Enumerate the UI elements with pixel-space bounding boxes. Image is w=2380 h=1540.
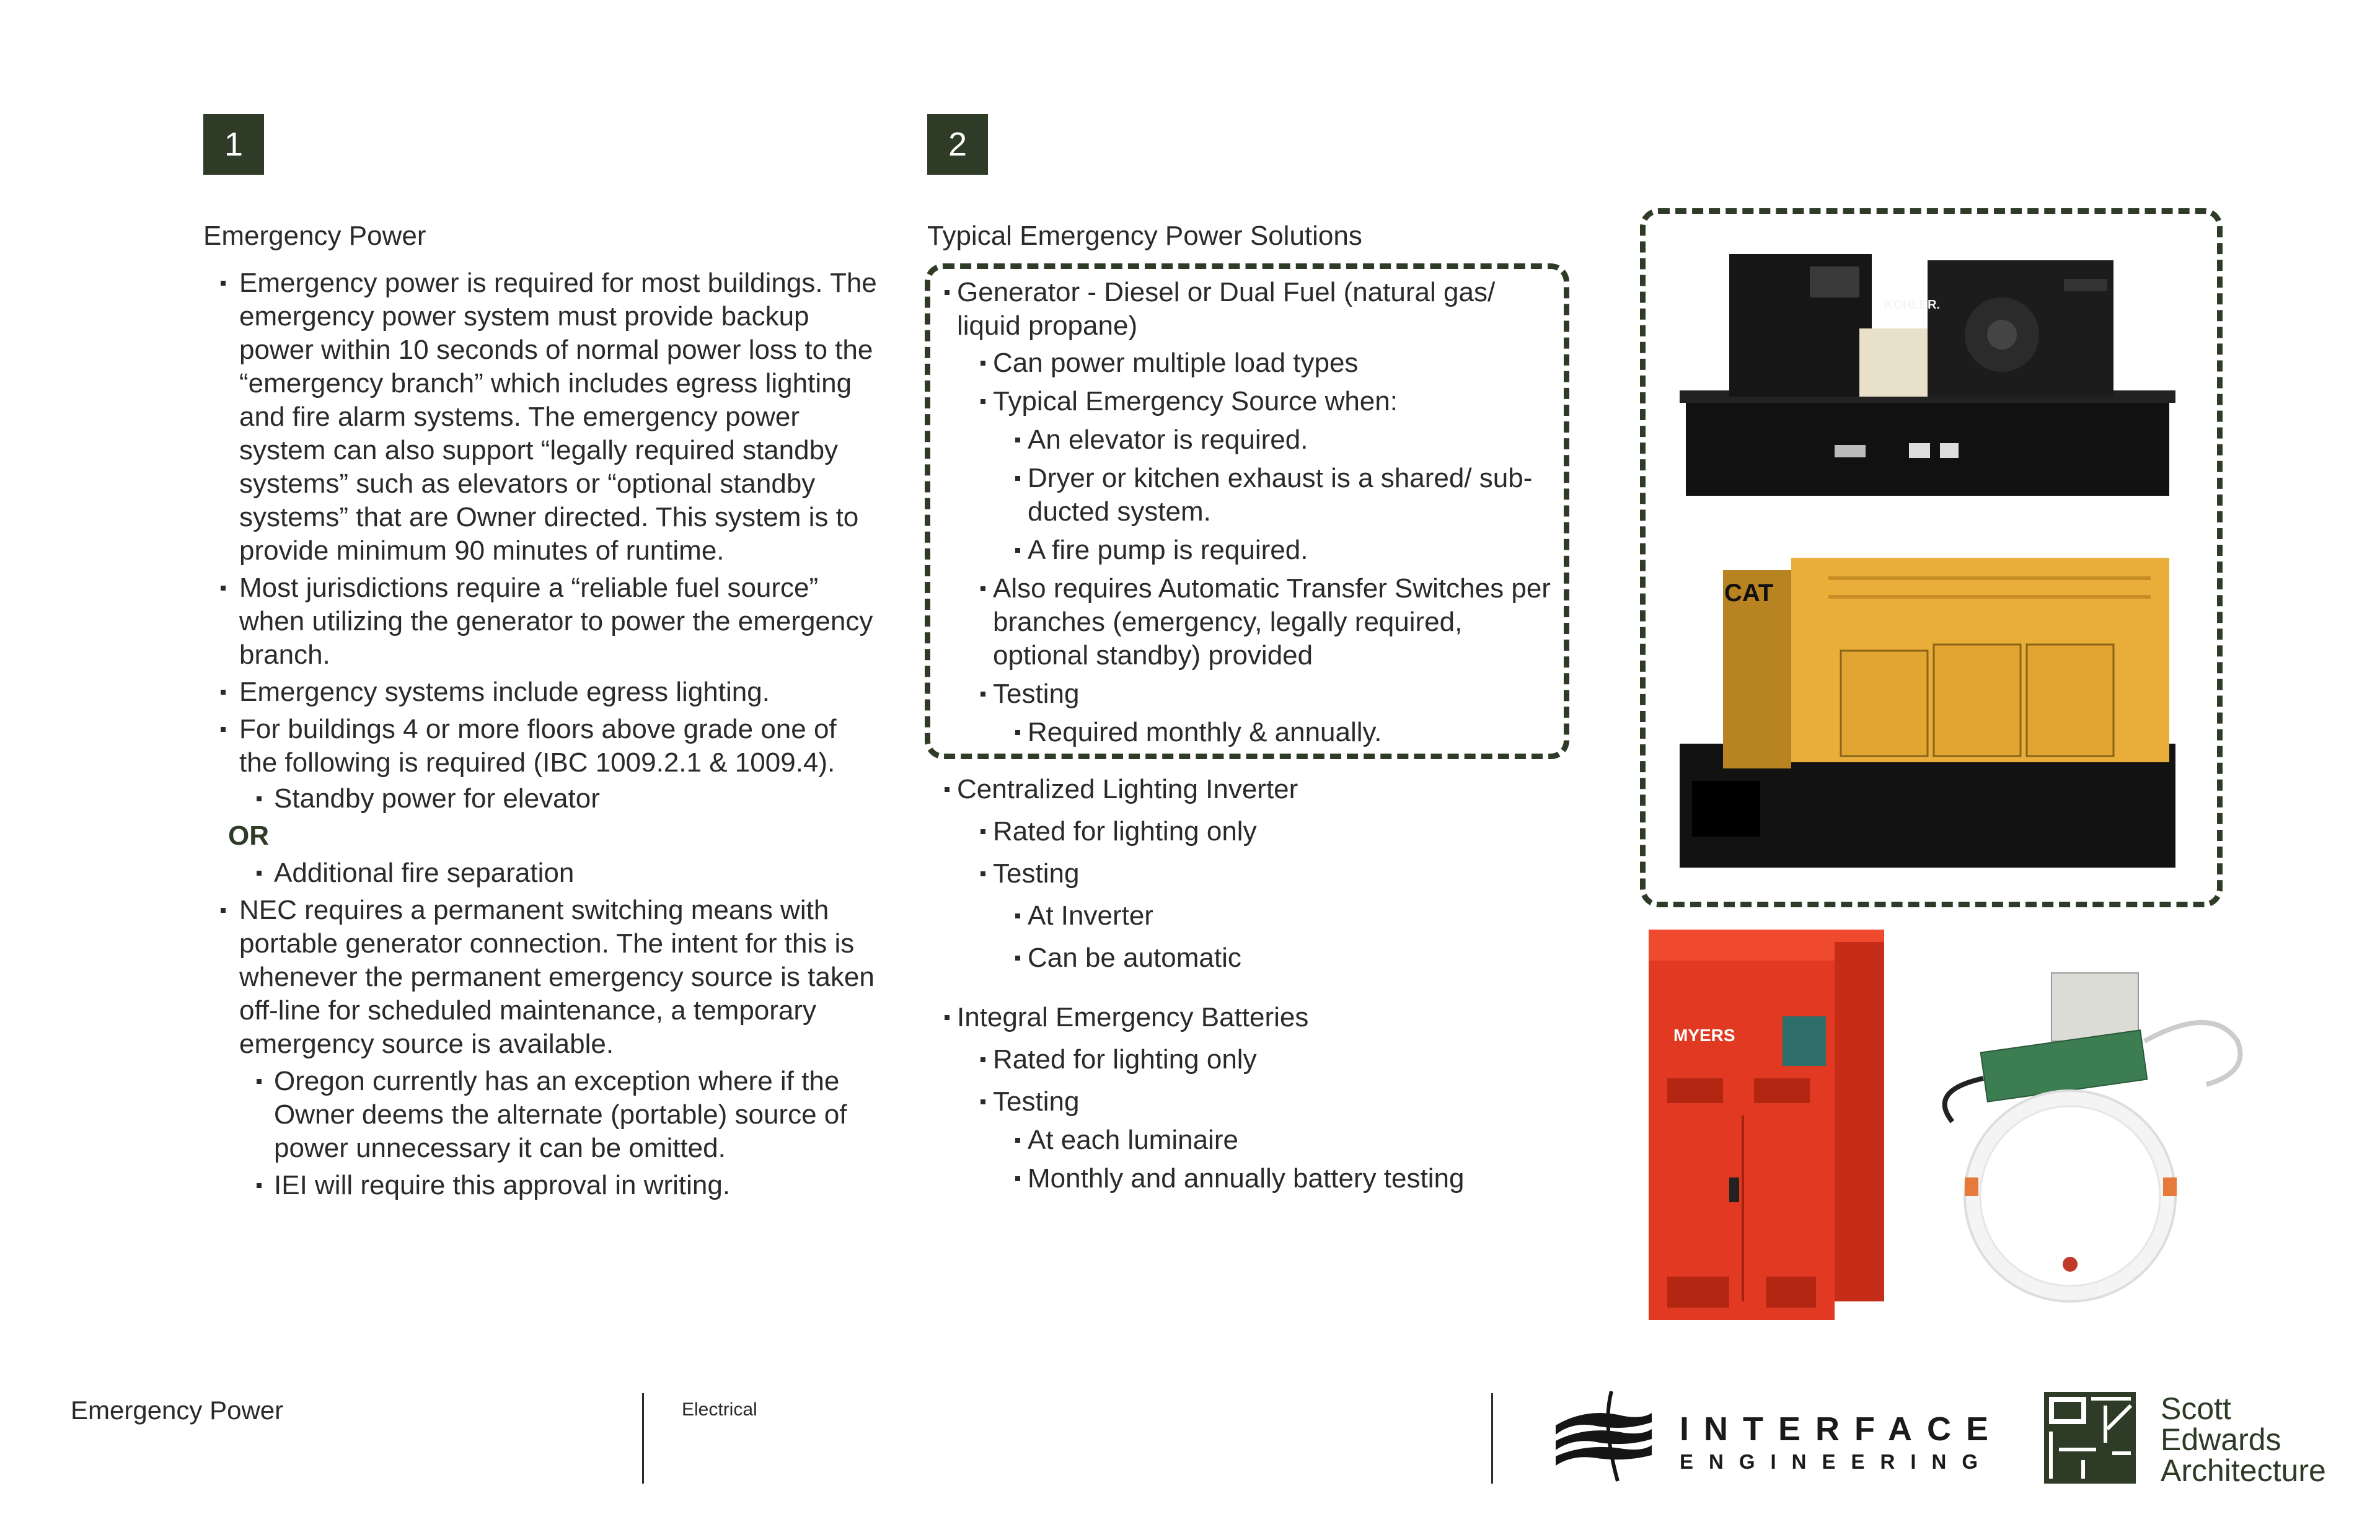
list-item: At each luminaire	[938, 1124, 1564, 1157]
power-solutions-list	[938, 276, 1564, 1195]
ie-line-1: INTERFACE	[1680, 1410, 2004, 1448]
kohler-generator-image	[1680, 248, 2175, 508]
cabinet-lock	[1729, 1177, 1739, 1202]
section-1-number	[203, 114, 264, 175]
cable	[2144, 1023, 2240, 1085]
list-item: Standby power for elevator	[221, 782, 878, 816]
list-item: Also requires Automatic Transfer Switches per branches (emergency, legally required, optional standby) provided	[938, 572, 1564, 672]
generator-item: Generator - Diesel or Dual Fuel (natural gas/ liquid propane)	[938, 276, 1564, 343]
list-item-text: For buildings 4 or more floors above grade one of the following is required (IBC 1009.2.1 & 1009.4).	[239, 714, 837, 778]
cabinet-lower-vent	[1766, 1277, 1816, 1308]
list-item: An elevator is required.	[938, 423, 1564, 457]
list-item: Rated for lighting only	[938, 815, 1564, 848]
cable	[1945, 1078, 1983, 1122]
scott-edwards-logo-icon	[2044, 1392, 2136, 1484]
footer-discipline: Electrical	[682, 1399, 757, 1420]
battery-luminaire-image	[1915, 967, 2262, 1301]
myers-inverter-image	[1642, 930, 1890, 1326]
list-item: Typical Emergency Source when:	[938, 385, 1564, 418]
sea-line-2: Edwards	[2161, 1422, 2281, 1457]
warning-label	[1909, 443, 1930, 458]
cabinet-door-line	[1742, 1115, 1744, 1301]
list-item: Can power multiple load types	[938, 346, 1564, 380]
list-item: NEC requires a permanent switching means with portable generator connection. The intent for this is whenever the permanent emergency source is taken off-line for scheduled maintenance, a temporary emergency source is available.	[221, 894, 878, 1061]
section-1-title: Emergency Power	[203, 221, 426, 251]
cat-logo: CAT	[1724, 579, 1774, 607]
myers-logo: MYERS	[1673, 1026, 1735, 1045]
list-item: Most jurisdictions require a “reliable fuel source” when utilizing the generator to power the emergency branch.	[221, 571, 878, 672]
enclosure-door	[1934, 645, 2021, 756]
kohler-logo: KOHLER.	[1884, 298, 1940, 312]
list-item: Emergency power is required for most buildings. The emergency power system must provide backup power within 10 seconds of normal power loss to the “emergency branch” which includes egress lighting and fire alarm systems. The emergency power system can also support “legally required standby systems” such as elevators or “optional standby systems” that are Owner directed. This system is to provide minimum 90 minutes of runtime.	[221, 266, 878, 568]
list-item: Monthly and annually battery testing	[938, 1162, 1564, 1195]
base-opening	[1692, 781, 1760, 837]
spec-label	[1835, 445, 1866, 457]
section-2-number-text: 2	[948, 126, 967, 163]
list-item: Oregon currently has an exception where if the Owner deems the alternate (portable) source of power unnecessary it can be omitted.	[221, 1065, 878, 1165]
enclosure-vent	[1828, 576, 2151, 580]
mounting-clip	[2163, 1177, 2177, 1196]
mounting-clip	[1965, 1177, 1978, 1196]
sea-line-3: Architecture	[2161, 1453, 2326, 1488]
list-item: IEI will require this approval in writing.	[221, 1169, 878, 1202]
list-item: At Inverter	[938, 899, 1564, 933]
list-item: Rated for lighting only	[938, 1043, 1564, 1076]
ie-line-2: ENGINEERING	[1680, 1450, 1994, 1473]
emergency-power-requirements	[221, 266, 878, 1206]
list-item: Testing	[938, 677, 1564, 711]
list-item: A fire pump is required.	[938, 534, 1564, 567]
interface-engineering-logo-icon	[1549, 1388, 1655, 1487]
inverter-item: Centralized Lighting Inverter	[938, 773, 1564, 806]
engine-pulley-hub	[1987, 320, 2017, 350]
cabinet-vent	[1667, 1078, 1723, 1103]
cabinet-display	[1783, 1016, 1826, 1066]
footer-divider	[642, 1393, 644, 1484]
cat-generator-image	[1680, 558, 2175, 880]
cabinet-vent	[1754, 1078, 1810, 1103]
list-item: Required monthly & annually.	[938, 716, 1564, 749]
or-label: OR	[228, 821, 269, 851]
warning-label	[1940, 443, 1959, 458]
section-1-number-text: 1	[224, 126, 244, 163]
cabinet-side	[1835, 942, 1884, 1301]
control-panel	[1810, 266, 1859, 297]
enclosure-vent	[1828, 595, 2151, 599]
scott-edwards-logo-text	[2161, 1393, 2326, 1486]
list-item	[221, 713, 878, 780]
footer-divider	[1491, 1393, 1493, 1484]
list-item: Emergency systems include egress lighting.	[221, 675, 878, 709]
batteries-item: Integral Emergency Batteries	[938, 1001, 1564, 1034]
list-item: Can be automatic	[938, 941, 1564, 975]
list-item: Testing	[938, 857, 1564, 891]
section-2-number	[927, 114, 988, 175]
junction-box	[2052, 973, 2138, 1041]
enclosure-door	[2027, 645, 2113, 756]
footer-topic: Emergency Power	[71, 1396, 284, 1425]
list-item: Additional fire separation	[221, 856, 878, 890]
list-item: Testing	[938, 1085, 1564, 1119]
test-button-icon	[2063, 1257, 2078, 1272]
radiator-pipe	[2064, 279, 2107, 291]
section-2-title: Typical Emergency Power Solutions	[927, 221, 1362, 251]
cabinet-lower-vent	[1667, 1277, 1729, 1308]
sea-line-1: Scott	[2161, 1391, 2231, 1426]
list-item: Dryer or kitchen exhaust is a shared/ sub-ducted system.	[938, 462, 1564, 529]
enclosure-door	[1841, 651, 1928, 756]
interface-engineering-logo-text	[1680, 1410, 2003, 1476]
